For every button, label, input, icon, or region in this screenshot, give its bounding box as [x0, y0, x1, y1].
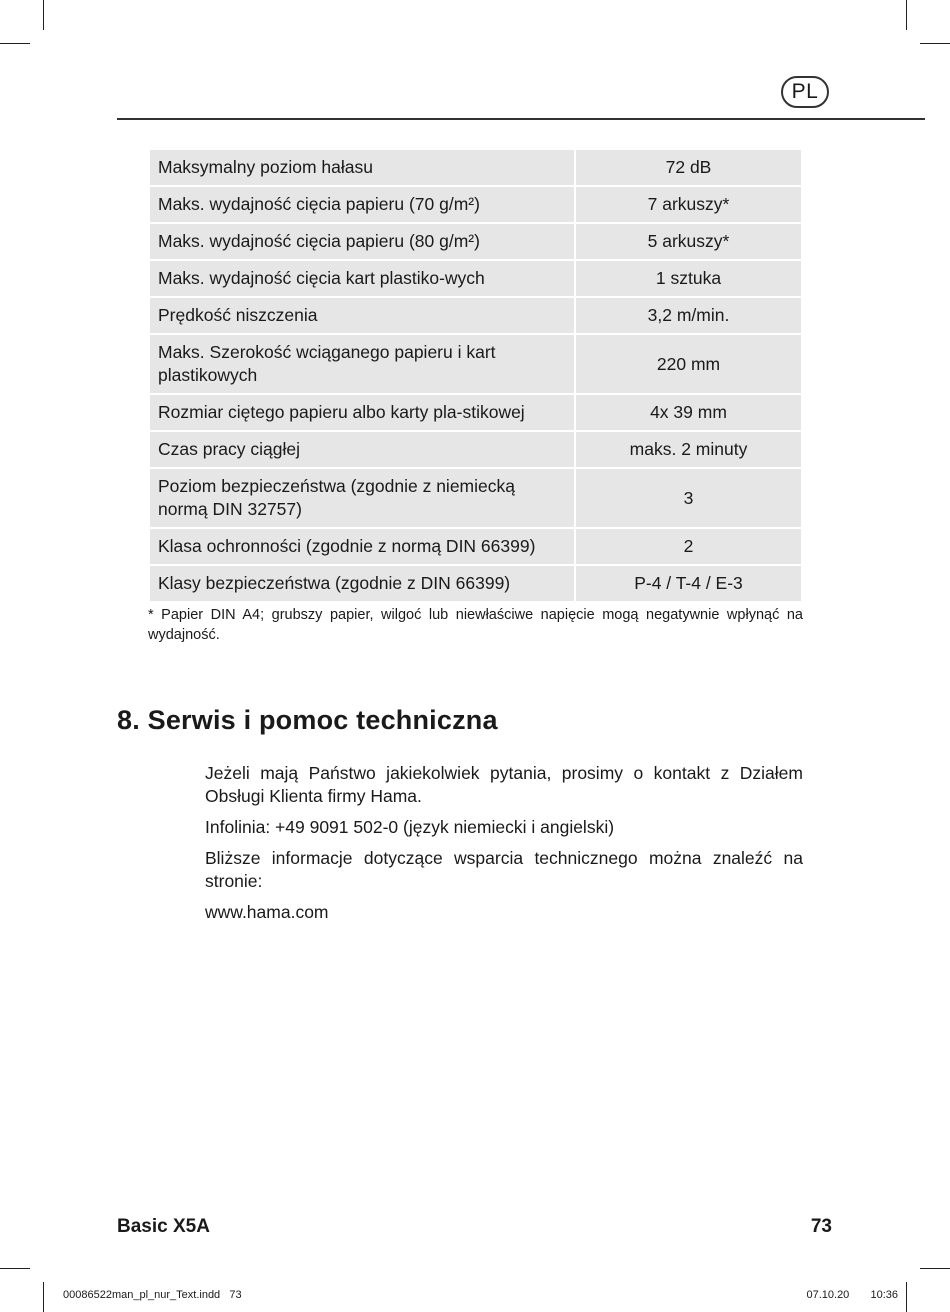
spec-row — [150, 335, 801, 393]
crop-mark-bottom-left-horizontal — [0, 1268, 30, 1269]
spec-label: Maks. wydajność cięcia papieru (80 g/m²) — [150, 224, 574, 259]
specifications-table — [148, 148, 803, 603]
spec-label: Maks. wydajność cięcia kart plastiko-wych — [150, 261, 574, 296]
spec-label: Maks. Szerokość wciąganego papieru i kart plastikowych — [150, 335, 574, 393]
spec-row — [150, 395, 801, 430]
spec-row — [150, 150, 801, 185]
spec-row — [150, 566, 801, 601]
spec-row — [150, 224, 801, 259]
spec-label: Maksymalny poziom hałasu — [150, 150, 574, 185]
crop-mark-top-right-vertical — [906, 0, 907, 30]
crop-mark-top-left-vertical — [43, 0, 44, 30]
spec-label: Rozmiar ciętego papieru albo karty pla-stikowej — [150, 395, 574, 430]
spec-value: 220 mm — [576, 335, 801, 393]
spec-value: 4x 39 mm — [576, 395, 801, 430]
spec-row — [150, 529, 801, 564]
spec-value: 5 arkuszy* — [576, 224, 801, 259]
spec-row — [150, 469, 801, 527]
spec-value: 72 dB — [576, 150, 801, 185]
spec-row — [150, 187, 801, 222]
footnote: * Papier DIN A4; grubszy papier, wilgoć lub niewłaściwe napięcie mogą negatywnie wpłynąć na wydajność. — [148, 607, 803, 643]
spec-label: Klasy bezpieczeństwa (zgodnie z DIN 66399) — [150, 566, 574, 601]
spec-label: Czas pracy ciągłej — [150, 432, 574, 467]
spec-row — [150, 261, 801, 296]
language-badge: PL — [781, 76, 829, 108]
spec-label: Klasa ochronności (zgodnie z normą DIN 66399) — [150, 529, 574, 564]
more-info-paragraph: Bliższe informacje dotyczące wsparcia technicznego można znaleźć na stronie: — [205, 848, 803, 891]
spec-value: maks. 2 minuty — [576, 432, 801, 467]
spec-row — [150, 432, 801, 467]
crop-mark-top-right-horizontal — [920, 43, 950, 44]
crop-mark-top-left-horizontal — [0, 43, 30, 44]
footer-page-number: 73 — [810, 1216, 832, 1237]
crop-mark-bottom-left-vertical — [43, 1282, 44, 1312]
spec-label: Maks. wydajność cięcia papieru (70 g/m²) — [150, 187, 574, 222]
hotline-paragraph: Infolinia: +49 9091 502-0 (język niemiecki i angielski) — [205, 817, 615, 837]
spec-row — [150, 298, 801, 333]
spec-value: 7 arkuszy* — [576, 187, 801, 222]
print-slug-date: 07.10.20 10:36 — [806, 1289, 898, 1301]
spec-label: Prędkość niszczenia — [150, 298, 574, 333]
spec-value: P-4 / T-4 / E-3 — [576, 566, 801, 601]
section-title: 8. Serwis i pomoc techniczna — [117, 705, 498, 735]
spec-value: 2 — [576, 529, 801, 564]
contact-paragraph: Jeżeli mają Państwo jakiekolwiek pytania, prosimy o kontakt z Działem Obsługi Klienta firmy Hama. — [205, 763, 803, 806]
specifications-table-body — [150, 150, 801, 601]
spec-value: 1 sztuka — [576, 261, 801, 296]
spec-value: 3 — [576, 469, 801, 527]
section-body — [205, 762, 803, 932]
crop-mark-bottom-right-vertical — [906, 1282, 907, 1312]
crop-mark-bottom-right-horizontal — [920, 1268, 950, 1269]
footer-model-name: Basic X5A — [117, 1216, 210, 1237]
header-divider — [117, 118, 925, 120]
print-slug-file: 00086522man_pl_nur_Text.indd 73 — [63, 1289, 242, 1301]
spec-label: Poziom bezpieczeństwa (zgodnie z niemiecką normą DIN 32757) — [150, 469, 574, 527]
spec-value: 3,2 m/min. — [576, 298, 801, 333]
website-link[interactable]: www.hama.com — [205, 902, 329, 922]
